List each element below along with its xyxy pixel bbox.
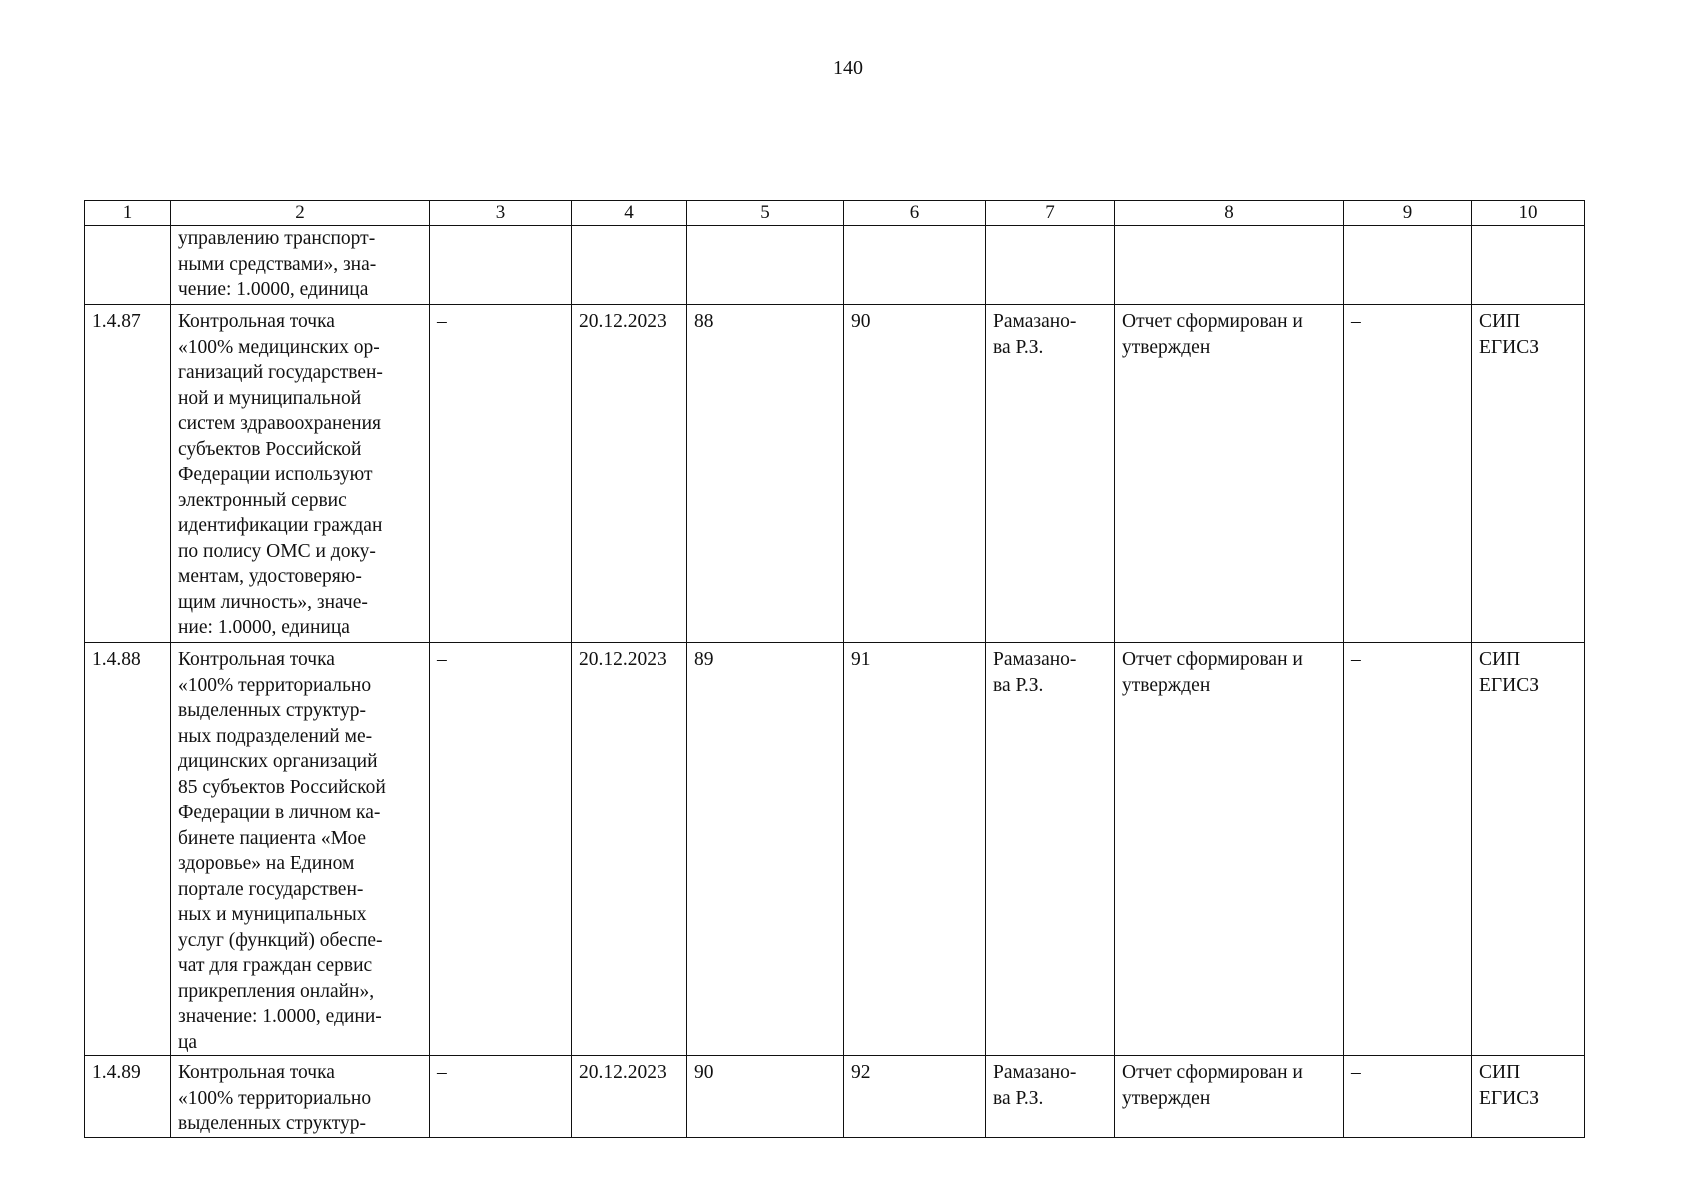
column-3-cell [430,226,572,305]
row-number-cell: 1.4.87 [85,305,171,643]
column-header-8: 8 [1115,201,1344,226]
table-row-1-4-89 [85,1056,1585,1138]
column-header-7: 7 [986,201,1115,226]
result-cell: Отчет сформирован и утвержден [1115,1056,1344,1138]
table-row-1-4-87 [85,305,1585,643]
result-cell: Отчет сформирован и утвержден [1115,643,1344,1056]
date-cell [572,226,687,305]
column-number-header-row [85,201,1585,226]
control-point-name-cell: Контрольная точка «100% территориально выделенных структур- [171,1056,430,1138]
row-number-cell: 1.4.89 [85,1056,171,1138]
column-header-3: 3 [430,201,572,226]
responsible-cell [986,226,1115,305]
column-5-cell: 90 [687,1056,844,1138]
column-header-5: 5 [687,201,844,226]
table-row-1-4-88 [85,643,1585,1056]
system-cell: СИП ЕГИСЗ [1472,643,1585,1056]
column-header-9: 9 [1344,201,1472,226]
control-points-table [84,200,1585,1138]
control-point-name-cell: управлению транспорт- ными средствами», зна- чение: 1.0000, единица [171,226,430,305]
row-number-cell [85,226,171,305]
column-6-cell: 92 [844,1056,986,1138]
column-9-cell: – [1344,305,1472,643]
row-number-cell: 1.4.88 [85,643,171,1056]
column-3-cell: – [430,305,572,643]
column-5-cell: 89 [687,643,844,1056]
column-header-4: 4 [572,201,687,226]
responsible-cell: Рамазано- ва Р.З. [986,643,1115,1056]
column-5-cell: 88 [687,305,844,643]
control-point-name-cell: Контрольная точка «100% территориально выделенных структур- ных подразделений ме- дицинских организаций 85 субъектов Российской Федерации в личном ка- бинете пациента «Мое здоровье» на Едином портале государствен- ных и муниципальных услуг (функций) обеспе- чат для граждан сервис прикрепления онлайн», значение: 1.0000, едини- ца [171,643,430,1056]
system-cell: СИП ЕГИСЗ [1472,1056,1585,1138]
system-cell [1472,226,1585,305]
column-header-1: 1 [85,201,171,226]
control-point-name-cell: Контрольная точка «100% медицинских ор- ганизаций государствен- ной и муниципальной систем здравоохранения субъектов Российской Федерации используют электронный сервис идентификации граждан по полису ОМС и доку- ментам, удостоверяю- щим личность», значе- ние: 1.0000, единица [171,305,430,643]
column-6-cell [844,226,986,305]
column-header-2: 2 [171,201,430,226]
column-3-cell: – [430,1056,572,1138]
column-header-6: 6 [844,201,986,226]
responsible-cell: Рамазано- ва Р.З. [986,305,1115,643]
column-9-cell: – [1344,643,1472,1056]
column-header-10: 10 [1472,201,1585,226]
column-3-cell: – [430,643,572,1056]
column-5-cell [687,226,844,305]
column-9-cell [1344,226,1472,305]
date-cell: 20.12.2023 [572,643,687,1056]
system-cell: СИП ЕГИСЗ [1472,305,1585,643]
responsible-cell: Рамазано- ва Р.З. [986,1056,1115,1138]
table-row-continuation [85,226,1585,305]
date-cell: 20.12.2023 [572,305,687,643]
result-cell: Отчет сформирован и утвержден [1115,305,1344,643]
page-number: 140 [833,57,863,79]
column-6-cell: 90 [844,305,986,643]
column-9-cell: – [1344,1056,1472,1138]
result-cell [1115,226,1344,305]
column-6-cell: 91 [844,643,986,1056]
date-cell: 20.12.2023 [572,1056,687,1138]
